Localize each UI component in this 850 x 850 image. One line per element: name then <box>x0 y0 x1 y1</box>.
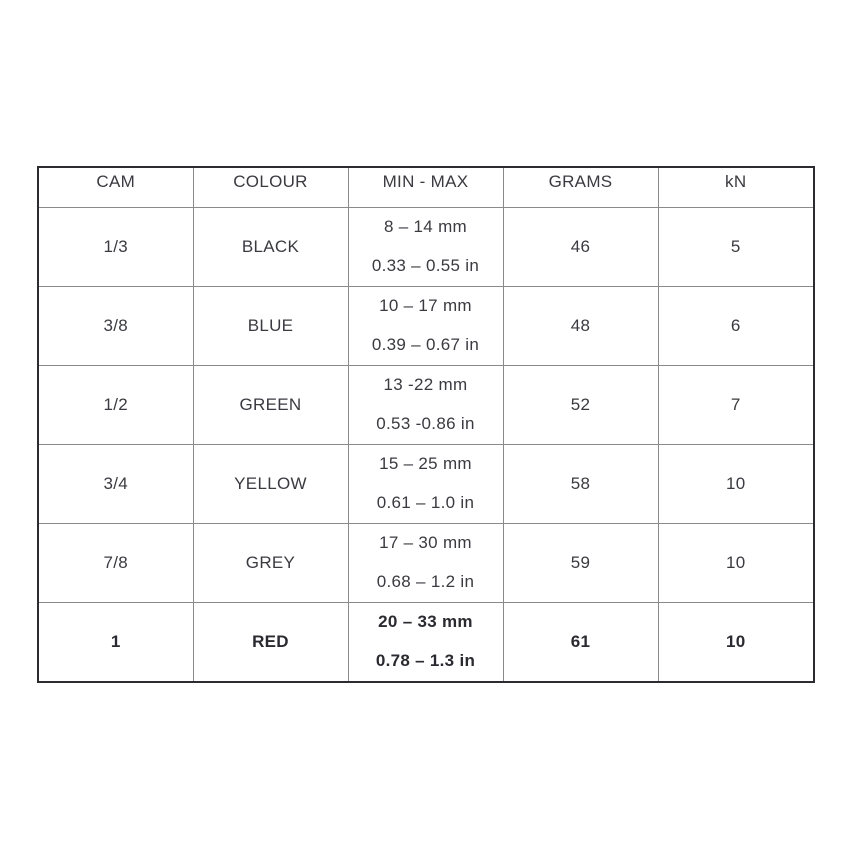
cell-kn: 10 <box>658 523 814 602</box>
cell-grams: 58 <box>503 444 658 523</box>
table-row <box>38 286 814 365</box>
range-in: 0.68 – 1.2 in <box>376 572 475 591</box>
cell-colour: BLACK <box>193 207 348 286</box>
range-mm: 15 – 25 mm <box>379 454 472 473</box>
table-header <box>38 167 814 207</box>
cell-cam: 3/8 <box>38 286 193 365</box>
cell-grams: 52 <box>503 365 658 444</box>
cell-kn: 6 <box>658 286 814 365</box>
range-in: 0.78 – 1.3 in <box>375 651 476 670</box>
cell-colour: GREEN <box>193 365 348 444</box>
cell-cam: 7/8 <box>38 523 193 602</box>
cell-colour: RED <box>193 602 348 682</box>
cam-spec-table <box>37 166 815 683</box>
cell-kn: 10 <box>658 444 814 523</box>
range-in: 0.53 -0.86 in <box>376 414 475 433</box>
range-mm: 20 – 33 mm <box>378 612 473 631</box>
cell-cam: 1/2 <box>38 365 193 444</box>
cell-kn: 10 <box>658 602 814 682</box>
range-mm: 13 -22 mm <box>383 375 468 394</box>
cell-colour: GREY <box>193 523 348 602</box>
header-grams: GRAMS <box>503 167 658 207</box>
cell-range <box>348 444 503 523</box>
cell-range <box>348 207 503 286</box>
table-row <box>38 523 814 602</box>
header-kn: kN <box>658 167 814 207</box>
cell-cam: 3/4 <box>38 444 193 523</box>
range-mm: 17 – 30 mm <box>379 533 472 552</box>
cell-grams: 61 <box>503 602 658 682</box>
cell-grams: 46 <box>503 207 658 286</box>
header-colour: COLOUR <box>193 167 348 207</box>
range-mm: 10 – 17 mm <box>379 296 472 315</box>
cell-cam: 1/3 <box>38 207 193 286</box>
header-min-max: MIN - MAX <box>348 167 503 207</box>
range-in: 0.39 – 0.67 in <box>371 335 480 354</box>
cell-range <box>348 286 503 365</box>
header-row <box>38 167 814 207</box>
table-row <box>38 207 814 286</box>
cell-colour: YELLOW <box>193 444 348 523</box>
cell-kn: 7 <box>658 365 814 444</box>
cell-kn: 5 <box>658 207 814 286</box>
cell-grams: 59 <box>503 523 658 602</box>
range-in: 0.33 – 0.55 in <box>371 256 480 275</box>
table-row <box>38 444 814 523</box>
range-mm: 8 – 14 mm <box>383 217 467 236</box>
cell-grams: 48 <box>503 286 658 365</box>
table-row-highlighted <box>38 602 814 682</box>
header-cam: CAM <box>38 167 193 207</box>
cell-range <box>348 523 503 602</box>
cell-cam: 1 <box>38 602 193 682</box>
table-body <box>38 207 814 682</box>
cell-range <box>348 602 503 682</box>
table-row <box>38 365 814 444</box>
range-in: 0.61 – 1.0 in <box>376 493 475 512</box>
cell-range <box>348 365 503 444</box>
cell-colour: BLUE <box>193 286 348 365</box>
